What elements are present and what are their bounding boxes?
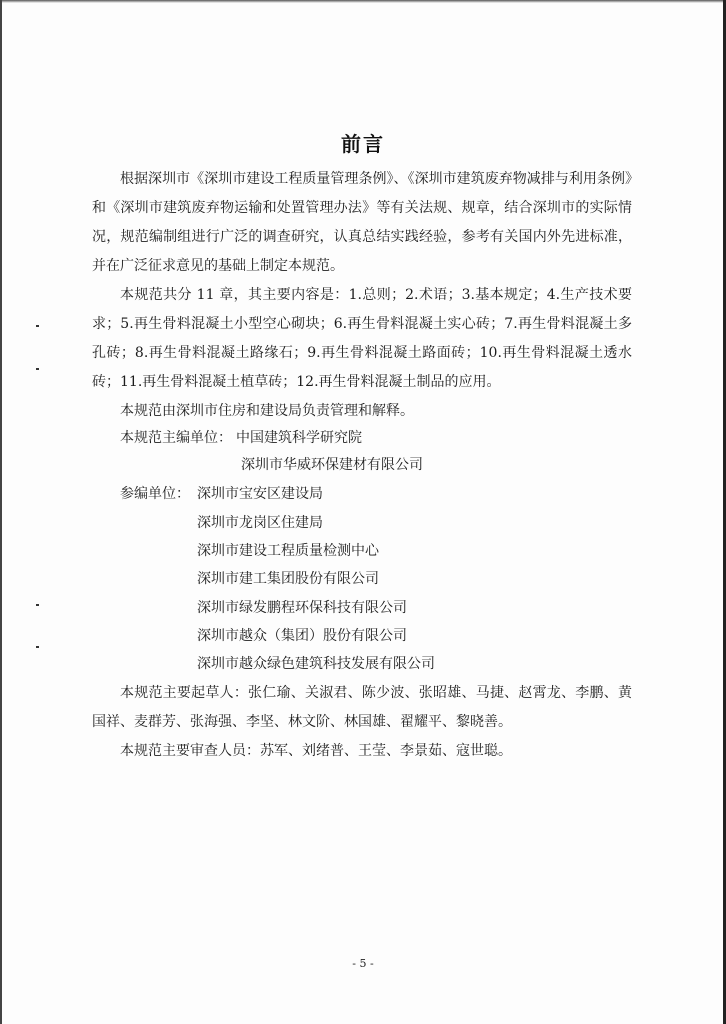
- paragraph-basis: 根据深圳市《深圳市建设工程质量管理条例》、《深圳市建筑废弃物减排与利用条例》和《深圳市建筑废弃物运输和处置管理办法》等有关法规、规章，结合深圳市的实际情况，规范编制组进行广泛的调查研究，认真总结实践经验，参考有关国内外先进标准，并在广泛征求意见的基础上制定本规范。: [92, 171, 632, 274]
- participant-unit: 深圳市宝安区建设局: [197, 486, 323, 502]
- scan-speck: [36, 325, 39, 327]
- chief-editor-unit: 中国建筑科学研究院: [236, 430, 362, 446]
- scan-speck: [36, 368, 39, 370]
- scan-edge-top: [0, 0, 726, 3]
- participant-unit: 深圳市越众绿色建筑科技发展有限公司: [197, 656, 435, 672]
- chief-editor-unit: 深圳市华威环保建材有限公司: [241, 457, 423, 473]
- chief-editor-label: 本规范主编单位：: [120, 430, 232, 446]
- participants-label: 参编单位：: [120, 486, 190, 502]
- page-title: 前言: [341, 132, 385, 156]
- scan-speck: [36, 646, 39, 648]
- scan-speck: [36, 604, 39, 606]
- participant-unit: 深圳市龙岗区住建局: [197, 515, 323, 531]
- participant-unit: 深圳市越众（集团）股份有限公司: [197, 628, 407, 644]
- paragraph-contents: 本规范共分 11 章，其主要内容是：1.总则；2.术语；3.基本规定；4.生产技术要求；5.再生骨料混凝土小型空心砌块；6.再生骨料混凝土实心砖；7.再生骨料混凝土多孔砖；8.再生骨料混凝土路缘石；9.再生骨料混凝土路面砖；10.再生骨料混凝土透水砖；11.再生骨料混凝土植草砖；12.再生骨料混凝土制品的应用。: [92, 287, 632, 390]
- participant-unit: 深圳市建设工程质量检测中心: [197, 543, 379, 559]
- paragraph-drafters: 本规范主要起草人：张仁瑜、关淑君、陈少波、张昭雄、马捷、赵霄龙、李鹏、黄国祥、麦群芳、张海强、李坚、林文阶、林国雄、翟耀平、黎晓善。: [92, 685, 632, 730]
- page-number: - 5 -: [352, 957, 374, 970]
- participant-unit: 深圳市建工集团股份有限公司: [197, 571, 379, 587]
- paragraph-management: 本规范由深圳市住房和建设局负责管理和解释。: [120, 403, 414, 419]
- paragraph-reviewers: 本规范主要审查人员：苏军、刘绪普、王莹、李景茹、寇世聪。: [120, 743, 512, 759]
- participant-unit: 深圳市绿发鹏程环保科技有限公司: [197, 600, 407, 616]
